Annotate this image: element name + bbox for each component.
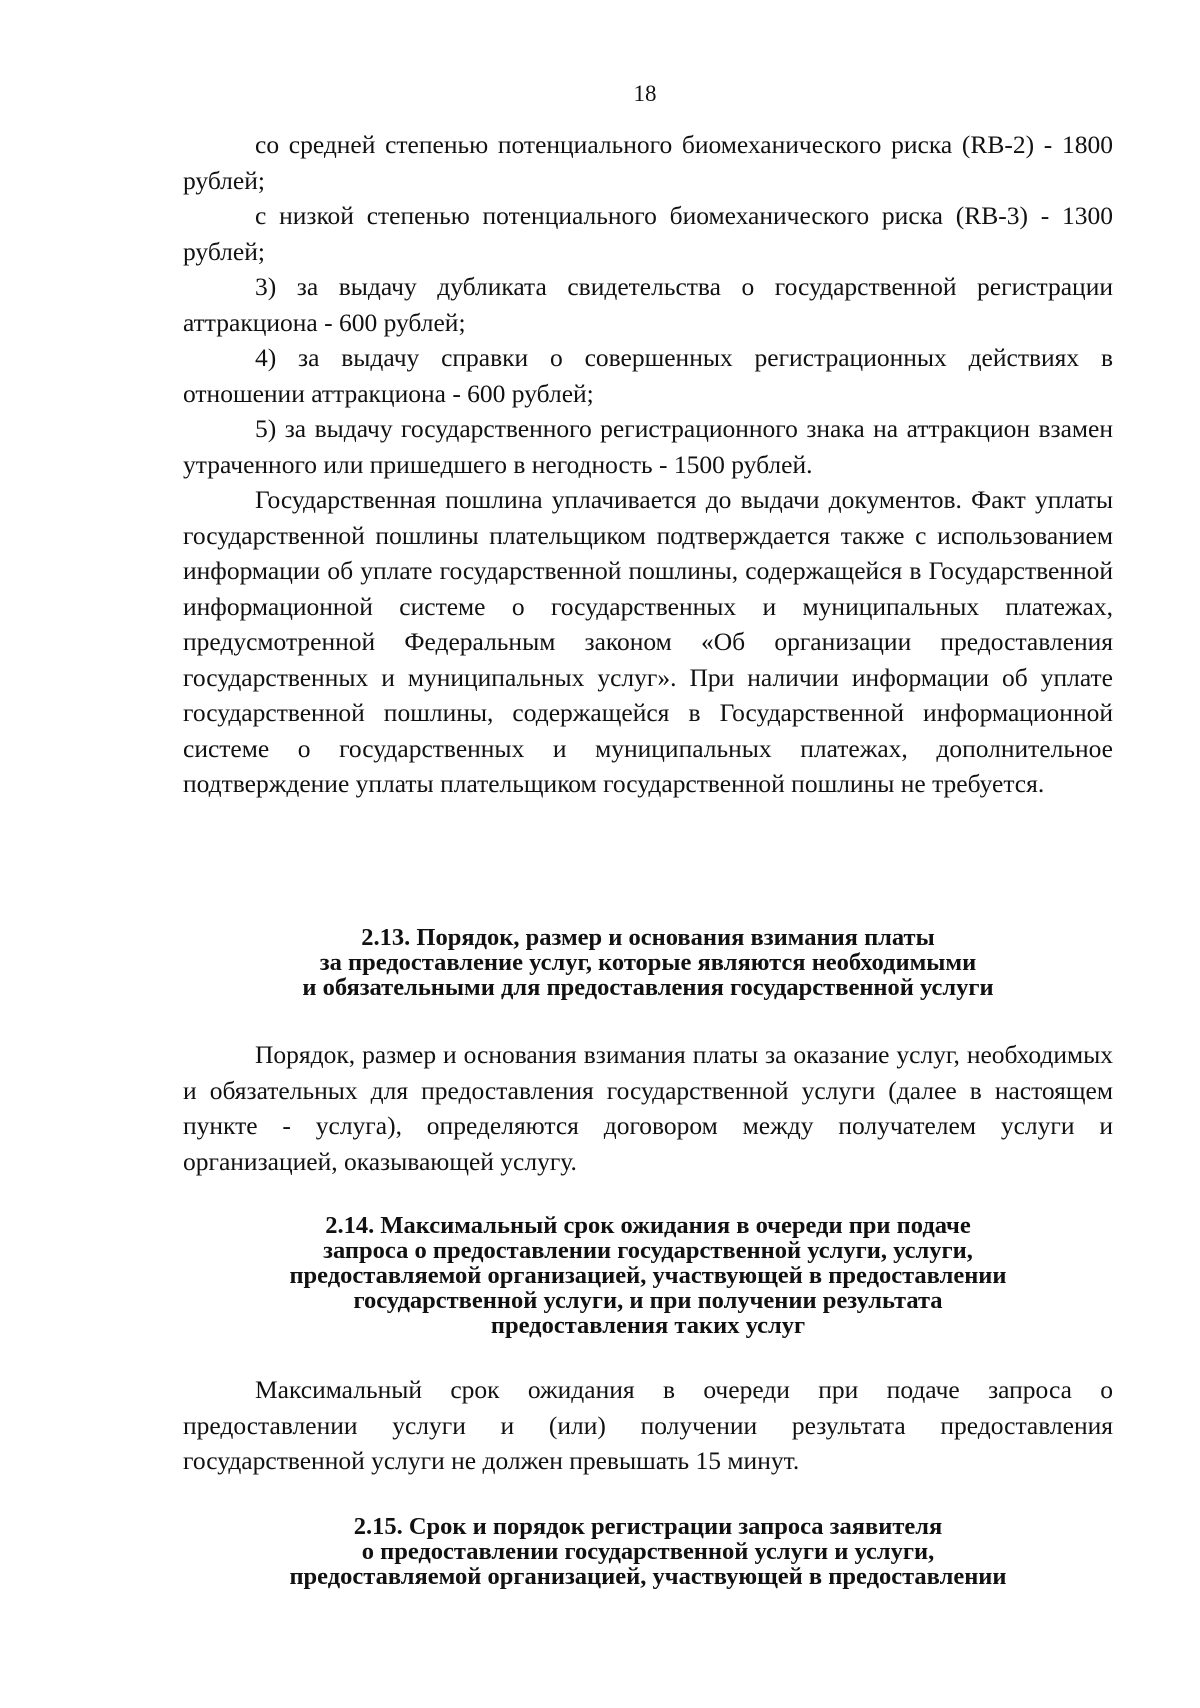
section-2-13-paragraph: Порядок, размер и основания взимания платы за оказание услуг, необходимых и обязательных для предоставления государственной услуги (далее в настоящем пункте - услуга), определяются договором между получателем услуги и организацией, оказывающей услугу. [183,1040,1113,1176]
heading-line: 2.15. Срок и порядок регистрации запроса заявителя [353,1513,943,1540]
heading-line: предоставляемой организацией, участвующей в предоставлении [289,1563,1007,1590]
fee-item-rb3: с низкой степенью потенциального биомеханического риска (RB-3) - 1300 рублей; [183,201,1113,266]
heading-line: 2.14. Максимальный срок ожидания в очереди при подаче [325,1212,971,1239]
heading-line: 2.13. Порядок, размер и основания взимания платы [361,924,935,951]
section-2-13-body [183,1037,1113,1179]
section-2-15-heading [183,1514,1113,1589]
section-2-14-heading [183,1213,1113,1338]
page-number: 18 [633,81,657,106]
fee-item-certificate: 4) за выдачу справки о совершенных регистрационных действиях в отношении аттракциона - 600 рублей; [183,343,1113,408]
heading-line: предоставления таких услуг [490,1312,806,1339]
heading-line: предоставляемой организацией, участвующей в предоставлении [289,1262,1007,1289]
heading-line: запроса о предоставлении государственной услуги, услуги, [323,1237,973,1264]
heading-line: и обязательными для предоставления государственной услуги [302,974,994,1001]
fee-payment-paragraph: Государственная пошлина уплачивается до выдачи документов. Факт уплаты государственной пошлины плательщиком подтверждается также с использованием информации об уплате государственной пошлины, содержащейся в Государственной информационной системе о государственных и муниципальных платежах, предусмотренной Федеральным законом «Об организации предоставления государственных и муниципальных услуг». При наличии информации об уплате государственной пошлины, содержащейся в Государственной информационной системе о государственных и муниципальных платежах, дополнительное подтверждение уплаты плательщиком государственной пошлины не требуется. [183,485,1113,798]
fee-item-plate: 5) за выдачу государственного регистрационного знака на аттракцион взамен утраченного или пришедшего в негодность - 1500 рублей. [183,414,1113,479]
section-2-13-heading [183,925,1113,1000]
section-2-14-body [183,1372,1113,1479]
heading-line: за предоставление услуг, которые являются необходимыми [319,949,977,976]
heading-line: о предоставлении государственной услуги и услуги, [361,1538,935,1565]
heading-line: государственной услуги, и при получении результата [353,1287,943,1314]
section-2-14-paragraph: Максимальный срок ожидания в очереди при подаче запроса о предоставлении услуги и (или) получении результата предоставления государственной услуги не должен превышать 15 минут. [183,1375,1113,1475]
fees-list [183,127,1113,802]
fee-item-duplicate: 3) за выдачу дубликата свидетельства о государственной регистрации аттракциона - 600 рублей; [183,272,1113,337]
fee-item-rb2: со средней степенью потенциального биомеханического риска (RB-2) - 1800 рублей; [183,130,1113,195]
